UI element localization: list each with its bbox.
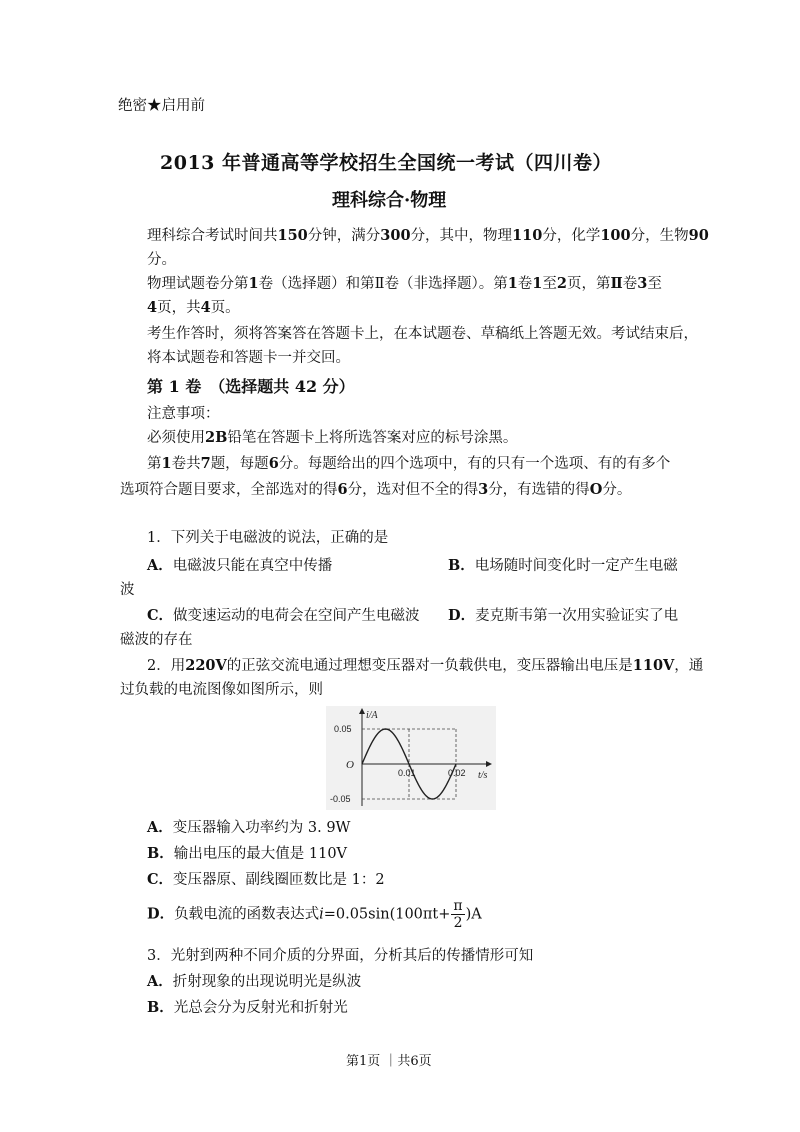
notice-line-2: 第1卷共7题，每题6分。每题给出的四个选项中，有的只有一个选项、有的有多个: [147, 455, 671, 472]
y-tick-bottom: -0.05: [330, 794, 351, 804]
q1-option-d-cont: 磁波的存在: [120, 632, 193, 648]
graph-background: [326, 706, 496, 810]
pi-over-2-fraction: $\frac{\pi}{2}$: [453, 898, 463, 931]
q3-stem: 3．光射到两种不同介质的分界面，分析其后的传播情形可知: [147, 948, 534, 964]
page-footer: 第1页 ｜共6页: [346, 1054, 432, 1069]
section-heading: 第 1 卷 （选择题共 42 分）: [147, 377, 355, 396]
q3-option-a: A．折射现象的出现说明光是纵波: [147, 973, 362, 990]
notice-line-1: 必须使用2B铅笔在答题卡上将所选答案对应的标号涂黑。: [147, 429, 518, 446]
origin-label: O: [346, 759, 354, 771]
intro-line-3: 物理试题卷分第1卷（选择题）和第Ⅱ卷（非选择题）。第1卷1至2页，第Ⅱ卷3至: [147, 275, 662, 292]
q3-option-b: B．光总会分为反射光和折射光: [147, 999, 348, 1016]
q1-option-a: A．电磁波只能在真空中传播: [147, 557, 333, 574]
q2-option-c: C．变压器原、副线圈匝数比是 1：2: [147, 871, 385, 888]
exam-title: 2013 年普通高等学校招生全国统一考试（四川卷）: [160, 152, 612, 174]
current-graph: [326, 706, 496, 810]
q1-option-d: D．麦克斯韦第一次用实验证实了电: [448, 607, 679, 624]
intro-line-4: 4页，共4页。: [147, 299, 240, 316]
q2-option-b: B．输出电压的最大值是 110V: [147, 845, 348, 862]
q2-stem-line-2: 过负载的电流图像如图所示，则: [120, 682, 323, 698]
intro-line-5: 考生作答时，须将答案答在答题卡上，在本试题卷、草稿纸上答题无效。考试结束后，: [147, 326, 698, 342]
intro-line-1: 理科综合考试时间共150分钟，满分300分，其中，物理110分，化学100分，生物90: [147, 227, 709, 244]
y-axis-label: i/A: [366, 710, 378, 721]
q1-stem: 1．下列关于电磁波的说法，正确的是: [147, 530, 389, 546]
q1-option-c: C．做变速运动的电荷会在空间产生电磁波: [147, 607, 420, 624]
q2-option-a: A．变压器输入功率约为 3. 9W: [147, 819, 351, 836]
x-tick-2: 0.02: [448, 768, 466, 778]
intro-line-2: 分。: [147, 252, 176, 268]
q2-option-d: D．负载电流的函数表达式i=0.05sin(100πt+ $\frac{\pi}{2}$ )A: [147, 898, 482, 931]
notice-line-3: 选项符合题目要求，全部选对的得6分，选对但不全的得3分，有选错的得O分。: [120, 481, 632, 498]
y-tick-top: 0.05: [334, 724, 352, 734]
q1-option-b: B．电场随时间变化时一定产生电磁: [448, 557, 678, 574]
q1-option-b-cont: 波: [120, 582, 135, 598]
secret-label: 绝密★启用前: [118, 98, 205, 114]
x-axis-label: t/s: [478, 770, 488, 781]
exam-subtitle: 理科综合·物理: [332, 190, 447, 211]
x-tick-1: 0.01: [398, 768, 416, 778]
intro-line-6: 将本试题卷和答题卡一并交回。: [147, 350, 350, 366]
q2-stem-line-1: 2．用220V的正弦交流电通过理想变压器对一负载供电，变压器输出电压是110V，通: [147, 657, 704, 674]
notice-label: 注意事项：: [147, 406, 220, 422]
